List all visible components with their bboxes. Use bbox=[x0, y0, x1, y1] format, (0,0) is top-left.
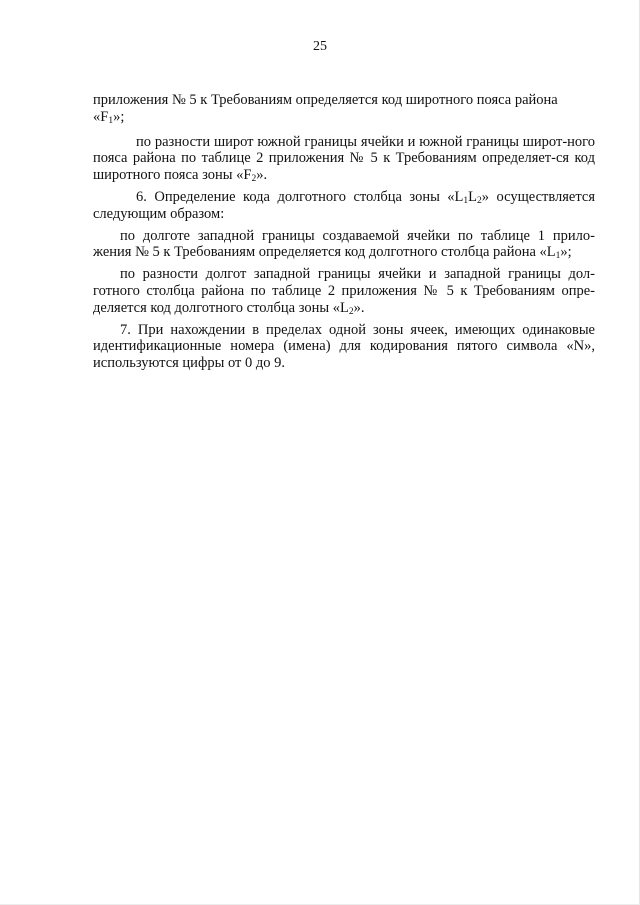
subscript: 2 bbox=[477, 195, 482, 206]
paragraph-text: по разности долгот западной границы ячейки и западной границы дол-готного столбца района по таблице 2 приложения № 5 к Требованиям опре-деляется код долготного столбца зоны «L bbox=[93, 266, 595, 316]
paragraph-text: »; bbox=[113, 108, 125, 125]
paragraph-text: «F bbox=[93, 108, 109, 125]
paragraph-fifth-symbol-digits bbox=[93, 322, 595, 372]
document-body bbox=[93, 92, 595, 372]
paragraph-text: по долготе западной границы создаваемой ячейки по таблице 1 прило-жения № 5 к Требованиям определяется код долготного столбца района «L bbox=[93, 227, 595, 261]
paragraph-longitude-column-definition bbox=[93, 189, 595, 223]
paragraph-longitude-column-zone bbox=[93, 266, 595, 316]
paragraph-text: по разности широт южной границы ячейки и южной границы широт-ного пояса района по таблице 2 приложения № 5 к Требованиям определяет-ся код широтного пояса зоны «F bbox=[93, 133, 595, 184]
paragraph-latitude-belt-code bbox=[93, 92, 595, 126]
page-number: 25 bbox=[313, 39, 327, 54]
paragraph-text: » осуществляется следующим образом: bbox=[93, 188, 595, 222]
subscript: 1 bbox=[108, 115, 114, 126]
paragraph-text: 6. Определение кода долготного столбца зоны «L bbox=[136, 188, 464, 205]
paragraph-text: ». bbox=[256, 167, 268, 184]
paragraph-text: ». bbox=[353, 299, 365, 316]
paragraph-text: »; bbox=[560, 244, 572, 261]
paragraph-text: 7. При нахождении в пределах одной зоны ячеек, имеющих одинаковые идентификационные номера (имена) для кодирования пятого символа «N», используются цифры от 0 до 9. bbox=[93, 321, 595, 372]
subscript: 1 bbox=[463, 195, 469, 206]
paragraph-text: приложения № 5 к Требованиям определяется код широтного пояса района bbox=[93, 92, 558, 108]
subscript: 2 bbox=[348, 306, 354, 317]
subscript: 1 bbox=[555, 251, 561, 262]
subscript: 2 bbox=[251, 174, 257, 185]
paragraph-latitude-zone-code bbox=[93, 134, 595, 184]
paragraph-text: L bbox=[468, 188, 478, 205]
paragraph-longitude-column-region bbox=[93, 228, 595, 262]
